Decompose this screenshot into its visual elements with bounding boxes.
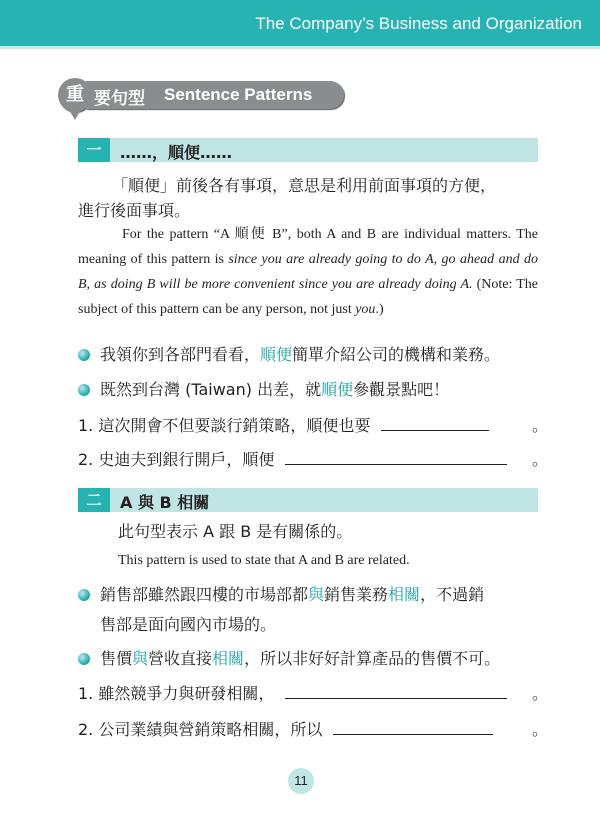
highlight-term: 順便 [321,380,354,399]
pattern-1-example-2 [78,375,548,405]
exercise-end-mark: 。 [531,720,548,739]
pattern-1-exercise-2 [78,446,548,474]
answer-blank[interactable] [381,412,489,431]
bullet-dot-icon [78,384,90,396]
example-text: 既然到台灣 (Taiwan) 出差，就 [100,380,322,399]
badge-pointer [68,108,82,120]
top-banner [0,0,600,46]
pattern-1-title: ……，順便…… [120,143,233,162]
pattern-1-en-explain [78,222,538,322]
badge-zh-label: 要句型 [94,89,145,109]
badge-pill [86,81,344,109]
highlight-term: 與 [308,585,325,604]
highlight-term: 與 [132,649,149,668]
example-text: 銷售業務 [324,585,389,604]
example-text: 售部是面向國內市場的。 [100,615,277,634]
pattern-2-zh-explain: 此句型表示 A 跟 B 是有關係的。 [118,522,353,541]
pattern-2-exercise-1 [78,680,548,708]
badge-en-label: Sentence Patterns [164,85,313,104]
exercise-prompt: 1. 雖然競爭力與研發相關， [78,684,275,703]
exercise-end-mark: 。 [531,450,548,469]
example-text: 簡單介紹公司的機構和業務。 [292,345,501,364]
example-text: 銷售部雖然跟四樓的市場部都 [100,585,309,604]
exercise-end-mark: 。 [531,416,548,435]
highlight-term: 相關 [212,649,245,668]
example-text: ，不過銷 [420,585,485,604]
en-explain-part-1: For the pattern “A 順便 B”, both A and B are individual matters. The meaning of this pattern is [78,227,538,267]
exercise-prompt: 2. 公司業績與營銷策略相關，所以 [78,720,323,739]
bullet-dot-icon [78,653,90,665]
pattern-1-header [78,138,538,162]
pattern-2-number: 二 [78,488,110,512]
en-explain-part-3: .) [375,302,384,317]
page-number: 11 [288,768,314,794]
answer-blank[interactable] [285,680,507,699]
example-text: 售價 [100,649,133,668]
bullet-dot-icon [78,589,90,601]
pattern-2-example-2 [78,644,548,674]
pattern-2-en-explain: This pattern is used to state that A and B are related. [118,553,410,568]
en-explain-italic-1: since you are already going to do A, go ahead and do B, as doing B will be more convenient since you are already doing A. [78,252,538,292]
en-explain-part-2: (Note: The subject of this pattern can be any person, not just [78,277,539,317]
pattern-1-zh-explain [112,172,542,200]
banner-divider [0,46,600,49]
exercise-end-mark: 。 [531,684,548,703]
badge-circle: 重 [58,78,92,112]
bullet-dot-icon [78,349,90,361]
pattern-2-header [78,488,538,512]
highlight-term: 順便 [260,345,293,364]
pattern-1-zh-explain-cont [78,197,538,225]
example-text: 參觀景點吧！ [353,380,450,399]
pattern-2-title: A 與 B 相關 [120,493,210,512]
example-text: 營收直接 [148,649,213,668]
en-explain-italic-2: you [355,302,376,317]
exercise-prompt: 2. 史迪夫到銀行開戶，順便 [78,450,275,469]
highlight-term: 相關 [388,585,421,604]
example-text: 我領你到各部門看看， [100,345,261,364]
zh-explain-line-2: 進行後面事項。 [78,201,191,220]
zh-explain-line-1: 「順便」前後各有事項，意思是利用前面事項的方便， [112,176,497,195]
pattern-2-exercise-2 [78,716,548,744]
pattern-1-example-1 [78,340,548,370]
running-title: The Company’s Business and Organization [255,14,582,33]
pattern-1-number: 一 [78,138,110,162]
answer-blank[interactable] [333,716,493,735]
answer-blank[interactable] [285,446,507,465]
pattern-2-example-1 [78,580,548,640]
exercise-prompt: 1. 這次開會不但要談行銷策略，順便也要 [78,416,371,435]
pattern-1-exercise-1 [78,412,548,440]
example-text: ，所以非好好計算產品的售價不可。 [244,649,501,668]
